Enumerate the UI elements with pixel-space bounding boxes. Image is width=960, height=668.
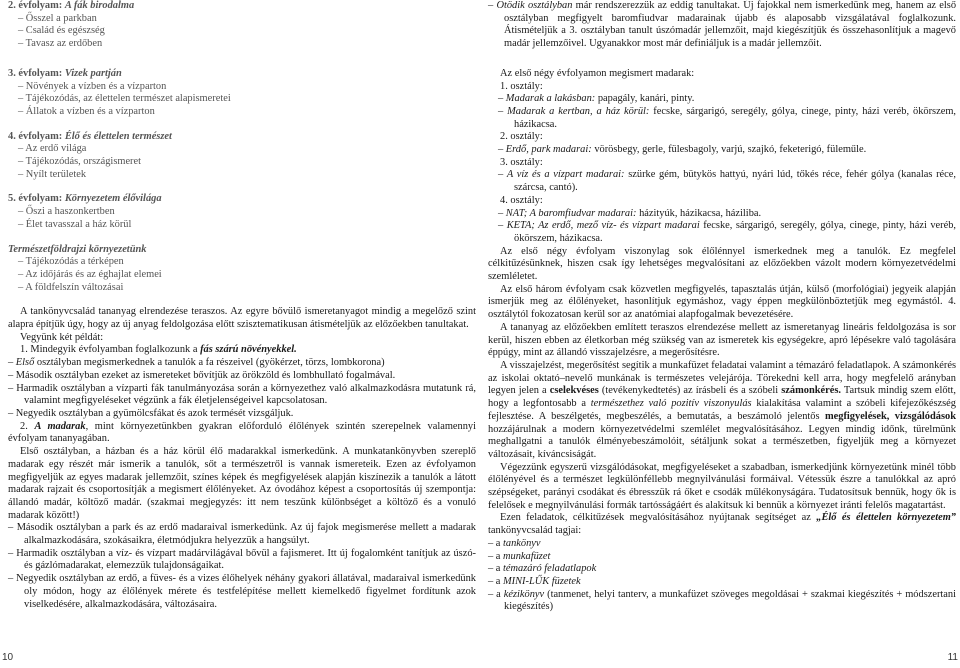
- body-paragraph: Az első négy évfolyam viszonylag sok élőlénnyel ismerkednek meg a tanulók. Ez megfelel célkitűzésünknek, hiszen csak így lehetséges megvalósítani az előzőekben vázolt modern környezetvédelmi szemléletet.: [488, 245, 956, 283]
- bird-list-item: – Madarak a kertban, a ház körül: fecske, sárgarigó, seregély, gólya, cinege, pinty, házi veréb, ökörszem, házikacsa.: [498, 105, 956, 130]
- list-item: – Első osztályban megismerkednek a tanulók a fa részeivel (gyökérzet, törzs, lombkorona): [8, 357, 385, 369]
- book-item: – a témazáró feladatlapok: [488, 563, 597, 575]
- book-item: – a MINI-LŰK füzetek: [488, 575, 581, 587]
- grade-4-title: Élő és élettelen természet: [64, 130, 172, 142]
- list-item: – Negyedik osztályban a gyümölcsfákat és azok termését vizsgáljuk.: [8, 407, 294, 419]
- body-paragraph: Első osztályban, a házban és a ház körül élő madarakkal ismerkedünk. A munkatankönyvben szereplő madarak egy részét már ismerik a tanulók, sőt a természetről is vannak ismereteik. Ezen az évfolyamon megfigyeljük az egyes madarak jellemzőit, színes képek és megfigyelések alapján kiszínezik a tanulók a látott madarak rajzait és csoportosítják a megismert élőlényeket. Az óvodához képest a csoportosítás új szempontja: állandó madár, költöző madár. (szakmai megjegyzés: itt nem teszünk különbséget a költöző és a vonuló madarak között!): [8, 446, 476, 521]
- page-number-right: 11: [947, 652, 958, 663]
- left-column: [8, 0, 476, 611]
- outline-item: – Tájékozódás, az élettelen természet alapismeretei: [18, 93, 231, 105]
- list-item: – Harmadik osztályban a víz- és vízpart madárvilágával bővül a fajismeret. Itt új fogalomként tanítjuk az úszó- és gázlómadarakat, elemezzük tulajdonságaikat.: [8, 547, 476, 572]
- outline-item: – Család és egészség: [18, 25, 105, 37]
- outline-item: – Az erdő világa: [18, 143, 87, 155]
- curriculum-outline: [8, 0, 476, 294]
- grade-3-title: Vizek partján: [64, 67, 122, 79]
- body-paragraph: A visszajelzést, megerősítést segítik a munkafüzet feladatai valamint a témazáró feladatlapok. A számonkérés az iskolai oktató–nevelő munkának is természetes velejárója. Törekedni kell arra, hogy megfelelő arányban legyen jelen a cselekvéses (tevékenykedtetés) az írásbeli és a szóbeli számonkérés. Tartsuk mindig szem előtt, hogy a legfontosabb a természethez való pozitív viszonyulás kialakítása valamint a szóbeli kifejezőkészség fejlesztése. A beszélgetés, megbeszélés, a bemutatás, a beszámoló jelentős megfigyelések, vizsgálódások hozzájárulnak a modern környezetvédelmi szemlélet megvalósításához. Legyen mindig időnk, türelmünk meghallgatni a tanulók élményebeszámolóit, sétáljunk sokat a természetben, figyeljük meg a környezet változásait, kíváncsiságát.: [488, 359, 956, 460]
- book-item: – a munkafüzet: [488, 550, 551, 562]
- grade-4-number: 4. évfolyam:: [8, 130, 63, 142]
- class-label: 1. osztály:: [500, 80, 543, 92]
- list-item: – Harmadik osztályban a vízparti fák tanulmányozása során a környezethez való alkalmazkodásra mutatunk rá, valamint megfigyeléseket végzünk a fák életjelenségeivel kapcsolatosan.: [8, 382, 477, 407]
- body-paragraph: 2. A madarak, mint környezetünkben gyakran előforduló élőlények szintén szerepelnek valamennyi évfolyam tananyagában.: [8, 420, 477, 445]
- outline-item: – Nyílt területek: [18, 168, 87, 180]
- body-paragraph: A tananyag az előzőekben említett teraszos elrendezése mellett az ismeretanyag lineáris feldolgozása is sor kerül, hiszen ebben az életkorban még szükség van az ismeretek kis egységekre, apró lépésekre való tagolására éppúgy, mint az állandó visszajelzésre, a megerősítésre.: [488, 321, 956, 359]
- list-item: – Második osztályban a park és az erdő madaraival ismerkedünk. Az új fajok megismerése mellett a madarak alkalmazkodására, szokásaikra, életmódjukra helyezzük a hangsúlyt.: [8, 522, 477, 547]
- grade-2-title: A fák birodalma: [64, 0, 135, 11]
- class-label: 2. osztály:: [500, 131, 543, 143]
- outline-item: – Állatok a vízben és a vízparton: [18, 105, 155, 117]
- body-paragraph: Az első három évfolyam csak közvetlen megfigyelés, tapasztalás útján, külső (morfológiai) jegyeik alapján ismerjük meg az élőlényeket, hasonlítjuk egymáshoz, vagy éppen megkülönböztetjük meg egymástól. 4. osztálytól fokozatosan kerül sor az anatómiai alapfogalmak bevezetésére.: [488, 283, 956, 321]
- grade-5-number: 5. évfolyam:: [8, 193, 63, 205]
- class-label: 4. osztály:: [500, 194, 543, 206]
- outline-item: – Tavasz az erdőben: [18, 38, 103, 50]
- bird-list-item: – Erdő, park madarai: vörösbegy, gerle, fülesbagoly, varjú, szajkó, feketerigó, füleműle.: [498, 144, 867, 156]
- outline-item: – Őszi a haszonkertben: [18, 206, 115, 218]
- bird-list-item: – A víz és a vízpart madarai: szürke gém, bütykös hattyú, nyári lúd, tőkés réce, fehér gólya (kanalas réce, szárcsa, cantó).: [498, 169, 956, 194]
- outline-item: – Az időjárás és az éghajlat elemei: [18, 268, 162, 280]
- class-label: 3. osztály:: [500, 156, 543, 168]
- body-paragraph: Vegyünk két példát:: [20, 331, 104, 343]
- outline-item: – Tájékozódás a térképen: [18, 256, 124, 268]
- bird-list-item: – Madarak a lakásban: papagály, kanári, pinty.: [498, 93, 695, 105]
- grade-3-number: 3. évfolyam:: [8, 67, 63, 79]
- list-item: – Ötödik osztályban már rendszerezzük az eddig tanultakat. Új fajokkal nem ismerkedünk meg, hanem az első osztályban megfigyelt baromfiudvar madarainak újabb és alaposabb vizsgálatával foglalkozunk. Átismételjük a 3. osztályban tanult úszómadár jellemzőit, majd kiegészítjük és összehasonlítjuk a magevő madár jellemzőivel. Ugyanakkor most már definiáljuk is a madár jellemzőit.: [488, 0, 957, 50]
- body-paragraph: Végezzünk egyszerű vizsgálódásokat, megfigyeléseket a szabadban, ismerkedjünk környezetünk minél több élőlényével és a természet legkülönféllebb megnyilvánulási formáival. Vétessük észre a tanulókkal az apró szépségeket, parányi csodákat és ébresszük rá őket e csodák műlékonyságára. Tudatosítsuk bennük, hogy ők is felelősek e megnyilvánulási formák tartósságáért és alakítsuk ki bennük a környezet iránti felelős magatartást.: [488, 461, 956, 511]
- body-paragraph: A tankönyvcsalád tananyag elrendezése teraszos. Az egyre bővülő ismeretanyagot mindig a megelőző szint alapra építjük úgy, hogy az új anyag feldolgozása előtt szisztematikusan átismételjük az előzőekben tanultakat.: [8, 306, 476, 331]
- outline-item: – Élet tavasszal a ház körül: [18, 218, 132, 230]
- list-intro: Az első négy évfolyamon megismert madarak:: [500, 67, 695, 79]
- geo-section-title: Természetföldrajzi környezetünk: [8, 243, 147, 255]
- book-item: – a kézikönyv (tanmenet, helyi tanterv, a munkafüzet szöveges megoldásai + szakmai kiegészítés + módszertani kiegészítés): [488, 588, 956, 613]
- book-item: – a tankönyv: [488, 537, 541, 549]
- outline-item: – A földfelszín változásai: [18, 281, 124, 293]
- list-item: – Második osztályban ezeket az ismereteket bővítjük az örökzöld és lombhullató fogalmával.: [8, 369, 396, 381]
- page-number-left: 10: [2, 652, 14, 663]
- body-paragraph: Ezen feladatok, célkitűzések megvalósításához nyújtanak segítséget az „Élő és élettelen környezetem” tankönyvcsalád tagjai:: [488, 512, 956, 537]
- outline-item: – Tájékozódás, országismeret: [18, 156, 142, 168]
- bird-list-item: – KETA; Az erdő, mező víz- és vízpart madarai fecske, sárgarigó, seregély, gólya, cinege, pinty, házi veréb, ökörszem, házikacsa.: [498, 220, 957, 244]
- bird-list-item: – NAT; A baromfiudvar madarai: házityúk, házikacsa, háziliba.: [498, 207, 762, 219]
- body-paragraph: 1. Mindegyik évfolyamban foglalkozunk a fás szárú növényekkel.: [20, 344, 297, 356]
- outline-item: – Ősszel a parkban: [18, 12, 97, 24]
- right-column: [488, 0, 956, 614]
- list-item: – Negyedik osztályban az erdő, a füves- és a vizes élőhelyek néhány gyakori állatával, madaraival ismerkedünk oly módon, hogy az élőlények mérete és testfelépítése mellett kiemelkedő figyelmet fordítunk azok viselkedésére, alkalmazkodására, változásaira.: [8, 573, 476, 610]
- grade-2-number: 2. évfolyam:: [8, 0, 63, 11]
- outline-item: – Növények a vízben és a vízparton: [18, 80, 167, 92]
- grade-5-title: Környezetem élővilága: [64, 193, 162, 205]
